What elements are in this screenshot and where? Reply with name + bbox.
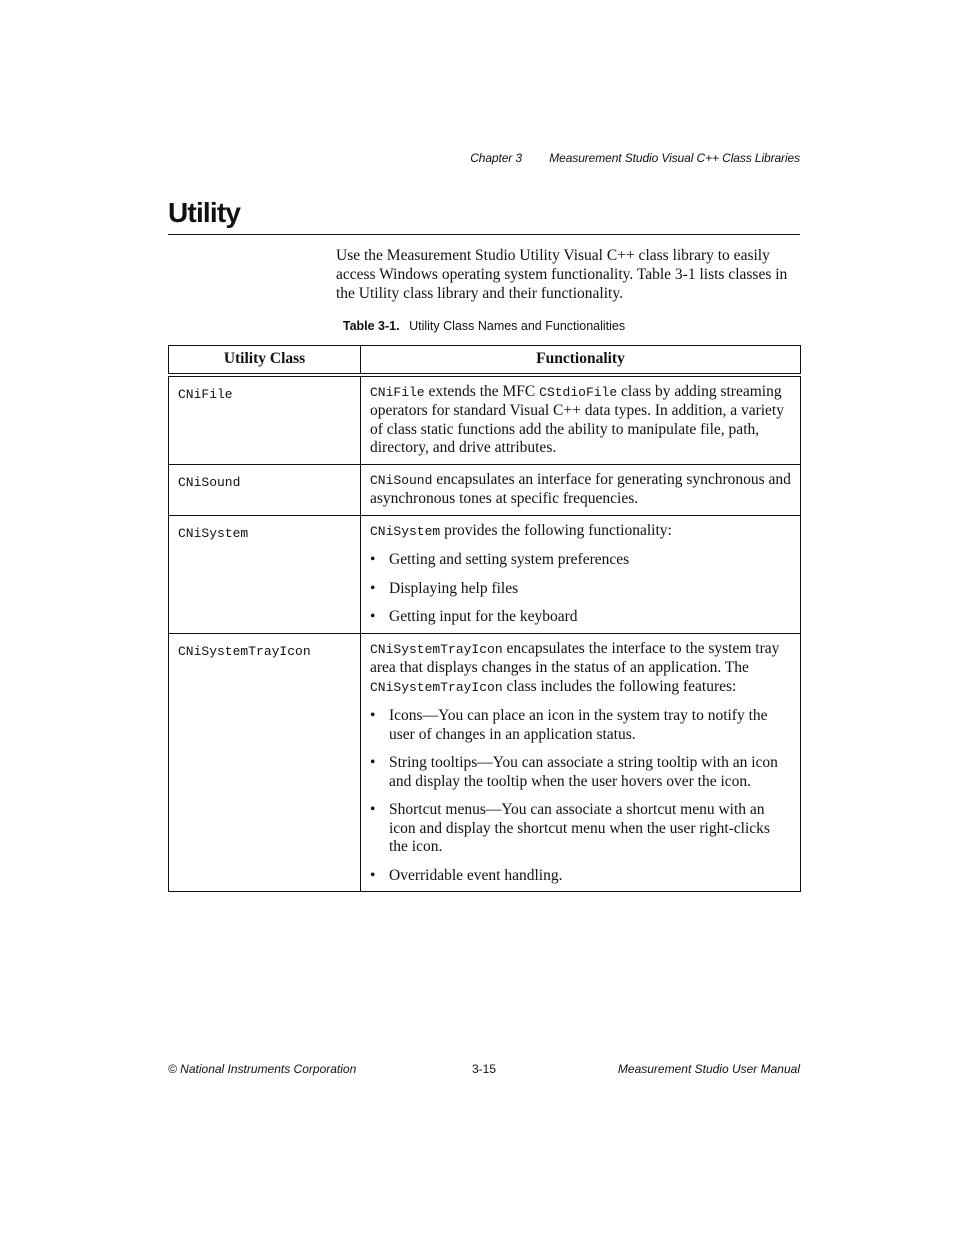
table-row — [169, 375, 801, 465]
class-name-cell — [169, 464, 361, 515]
table-header-row — [169, 346, 801, 375]
list-item: • Icons—You can place an icon in the system tray to notify the user of changes in an application status. — [370, 707, 791, 744]
class-name: CNiSystem — [178, 525, 249, 541]
inline-code: CNiFile — [370, 384, 425, 400]
feature-list — [370, 551, 791, 627]
column-header-functionality: Functionality — [361, 346, 801, 375]
list-item: • Getting input for the keyboard — [370, 608, 791, 627]
class-name-cell — [169, 375, 361, 465]
description-text: provides the following functionality: — [440, 521, 672, 539]
chapter-label: Chapter 3 — [470, 151, 523, 165]
functionality-description — [370, 640, 791, 698]
table-caption-text: Utility Class Names and Functionalities — [409, 319, 626, 333]
class-name: CNiFile — [178, 386, 233, 402]
list-item: • Shortcut menus—You can associate a shortcut menu with an icon and display the shortcut menu when the user right-clicks the icon. — [370, 801, 791, 857]
description-text: encapsulates the interface to the system tray area that displays changes in the status of an application. The — [370, 639, 780, 676]
description-text: class includes the following features: — [502, 677, 737, 695]
table-row — [169, 464, 801, 515]
description-text: encapsulates an interface for generating synchronous and asynchronous tones at specific frequencies. — [370, 470, 791, 507]
functionality-cell — [361, 515, 801, 633]
list-item: • Displaying help files — [370, 580, 791, 599]
description-text: class by adding streaming operators for standard Visual C++ data types. In addition, a variety of class static functions add the ability to manipulate file, path, directory, and drive attributes. — [370, 382, 784, 456]
table-caption-number: Table 3-1. — [342, 319, 400, 333]
list-item: • Getting and setting system preferences — [370, 551, 791, 570]
functionality-description — [370, 471, 791, 509]
functionality-cell — [361, 375, 801, 465]
functionality-description — [370, 383, 791, 458]
class-name: CNiSystemTrayIcon — [178, 643, 311, 659]
class-name-cell — [169, 633, 361, 892]
running-header — [470, 151, 800, 165]
table-row — [169, 633, 801, 892]
table-row — [169, 515, 801, 633]
class-name: CNiSound — [178, 474, 241, 490]
inline-code: CStdioFile — [539, 384, 618, 400]
functionality-cell — [361, 464, 801, 515]
inline-code: CNiSystem — [370, 523, 441, 539]
inline-code: CNiSound — [370, 472, 433, 488]
inline-code: CNiSystemTrayIcon — [370, 641, 503, 657]
column-header-utility-class: Utility Class — [169, 346, 361, 375]
inline-code: CNiSystemTrayIcon — [370, 679, 503, 695]
utility-class-table — [168, 345, 801, 892]
feature-list — [370, 707, 791, 885]
footer-copyright: © National Instruments Corporation — [168, 1062, 357, 1076]
functionality-description — [370, 522, 791, 542]
section-heading: Utility — [168, 196, 800, 235]
list-item: • String tooltips—You can associate a string tooltip with an icon and display the tooltip when the user hovers over the icon. — [370, 754, 791, 791]
list-item: • Overridable event handling. — [370, 867, 791, 886]
class-name-cell — [169, 515, 361, 633]
footer-page-number: 3-15 — [472, 1062, 497, 1076]
chapter-title: Measurement Studio Visual C++ Class Libraries — [549, 151, 800, 165]
footer-manual-title: Measurement Studio User Manual — [617, 1062, 800, 1076]
intro-paragraph: Use the Measurement Studio Utility Visual C++ class library to easily access Windows operating system functionality. Table 3-1 lists classes in the Utility class library and their functionality. — [336, 247, 788, 302]
description-text: extends the MFC — [424, 382, 540, 400]
functionality-cell — [361, 633, 801, 892]
table-caption — [168, 319, 800, 333]
